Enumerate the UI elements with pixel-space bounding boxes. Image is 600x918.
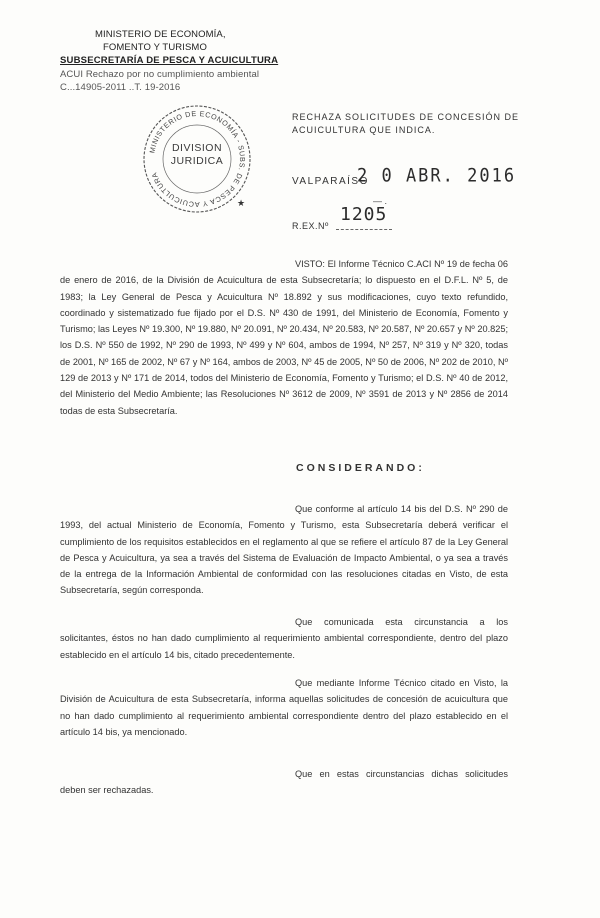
considerando-paragraph-2 (60, 614, 508, 663)
stamp-ring-text: MINISTERIO DE ECONOMÍA - SUBS. DE PESCA Y ACUICULTURA (147, 108, 248, 210)
considerando-text-1: Que conforme al artículo 14 bis del D.S. Nº 290 de 1993, del actual Ministerio de Economía, Fomento y Turismo, esta Subsecretaría deberá verificar el cumplimiento de los requisitos establecidos en el reglamento al que se refiere el artículo 87 de la Ley General de Pesca y Acuicultura, ya sea a través del Sistema de Evaluación de Impacto Ambiental, o ya sea a través de la entrega de la Información Ambiental de conformidad con las resoluciones citadas en Visto, de esta Subsecretaría, según corresponda. (60, 504, 508, 596)
svg-text:★: ★ (237, 199, 246, 209)
date-stamp: 2 0 ABR. 2016 (357, 165, 517, 187)
subject-line-1: RECHAZA SOLICITUDES DE CONCESIÓN DE (292, 112, 520, 122)
visto-paragraph (60, 256, 508, 419)
date-underline-mark: — . (373, 196, 388, 206)
considerando-paragraph-4 (60, 766, 508, 799)
considerando-text-4: Que en estas circunstancias dichas solicitudes deben ser rechazadas. (60, 769, 508, 796)
place-label: VALPARAÍSO (292, 176, 369, 187)
division-juridica-stamp (140, 102, 254, 216)
ministry-line-1: MINISTERIO DE ECONOMÍA, (95, 29, 226, 40)
considerando-heading: CONSIDERANDO: (296, 462, 425, 474)
considerando-text-2: Que comunicada esta circunstancia a los solicitantes, éstos no han dado cumplimiento al requerimiento ambiental correspondiente, dentro del plazo establecido en el artículo 14 bis, citado precedentemente. (60, 617, 508, 660)
resolution-label: R.EX.Nº (292, 221, 329, 231)
stamp-center-line-2: JURIDICA (170, 155, 224, 167)
file-reference: C...14905-2011 ..T. 19-2016 (60, 82, 181, 93)
resolution-number-line (336, 229, 392, 230)
subsecretaria-title: SUBSECRETARÍA DE PESCA Y ACUICULTURA (60, 55, 279, 66)
subject-line-2: ACUICULTURA QUE INDICA. (292, 125, 436, 135)
considerando-text-3: Que mediante Informe Técnico citado en Visto, la División de Acuicultura de esta Subsecretaría, informa aquellas solicitudes de concesión de acuicultura que no han dado cumplimiento al requerimiento ambiental correspondiente dentro del plazo establecido en el artículo 14 bis, ya mencionado. (60, 678, 508, 737)
considerando-paragraph-3 (60, 675, 508, 740)
stamp-center-line-1: DIVISION (171, 142, 223, 154)
considerando-paragraph-1 (60, 501, 508, 599)
resolution-number: 1205 (340, 204, 388, 225)
ministry-line-2: FOMENTO Y TURISMO (103, 42, 207, 53)
act-reference: ACUI Rechazo por no cumplimiento ambiental (60, 69, 260, 80)
visto-text: VISTO: El Informe Técnico C.ACI Nº 19 de fecha 06 de enero de 2016, de la División de Acuicultura de esta Subsecretaría; lo dispuesto en el D.F.L. Nº 5, de 1983; la Ley General de Pesca y Acuicultura Nº 18.892 y sus modificaciones, cuyo texto refundido, coordinado y sistematizado fue fijado por el D.S. Nº 430 de 1991, del Ministerio de Economía, Fomento y Turismo; las Leyes Nº 19.300, Nº 19.880, Nº 20.091, Nº 20.434, Nº 20.583, Nº 20.587, Nº 20.657 y Nº 20.825; los D.S. Nº 550 de 1992, Nº 290 de 1993, Nº 499 y Nº 604, ambos de 1994, Nº 257, Nº 319 y Nº 320, todas de 2001, Nº 165 de 2002, Nº 67 y Nº 164, ambos de 2003, Nº 45 de 2005, Nº 50 de 2006, Nº 202 de 2010, Nº 129 de 2013 y Nº 171 de 2014, todos del Ministerio de Economía, Fomento y Turismo; el D.S. Nº 40 de 2012, del Ministerio del Medio Ambiente; las Resoluciones Nº 3612 de 2009, Nº 3591 de 2013 y Nº 2856 de 2014 todas de esta Subsecretaría. (60, 259, 508, 416)
